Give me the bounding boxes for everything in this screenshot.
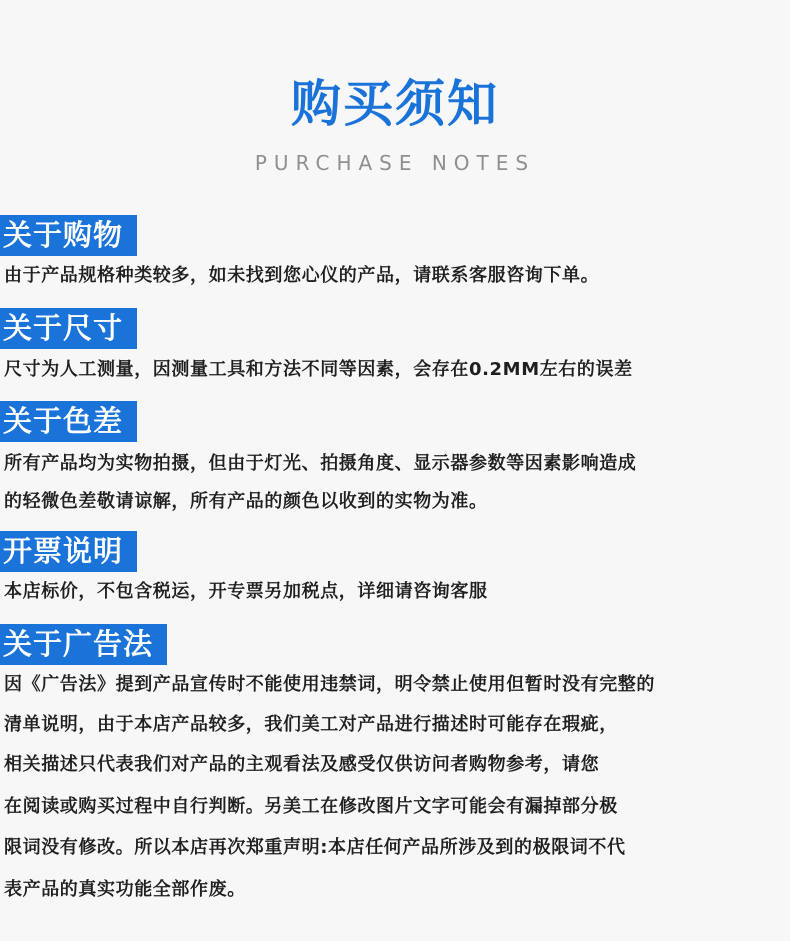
section-text-ad-law-line-1: 因《广告法》提到产品宣传时不能使用违禁词，明令禁止使用但暂时没有完整的 (4, 674, 655, 695)
section-text-ad-law-line-6: 表产品的真实功能全部作废。 (4, 879, 246, 900)
section-text-ad-law-line-4: 在阅读或购买过程中自行判断。另美工在修改图片文字可能会有漏掉部分极 (4, 796, 618, 817)
section-heading-invoice: 开票说明 (0, 531, 137, 572)
section-text-ad-law-line-2: 清单说明，由于本店产品较多，我们美工对产品进行描述时可能存在瑕疵， (4, 714, 618, 735)
section-text-ad-law-line-5: 限词没有修改。所以本店再次郑重声明:本店任何产品所涉及到的极限词不代 (4, 837, 626, 858)
section-text-color-line-2: 的轻微色差敬请谅解，所有产品的颜色以收到的实物为准。 (4, 491, 488, 512)
section-text-shopping-line-1: 由于产品规格种类较多，如未找到您心仪的产品，请联系客服咨询下单。 (4, 265, 600, 286)
section-heading-shopping: 关于购物 (0, 215, 137, 256)
section-text-color-line-1: 所有产品均为实物拍摄，但由于灯光、拍摄角度、显示器参数等因素影响造成 (4, 453, 637, 474)
section-heading-ad-law: 关于广告法 (0, 624, 167, 665)
page-subtitle: PURCHASE NOTES (254, 151, 536, 175)
section-text-ad-law-line-3: 相关描述只代表我们对产品的主观看法及感受仅供访问者购物参考，请您 (4, 754, 600, 775)
section-heading-color: 关于色差 (0, 401, 137, 442)
page-title: 购买须知 (291, 75, 499, 133)
section-text-invoice-line-1: 本店标价，不包含税运，开专票另加税点，详细请咨询客服 (4, 581, 488, 602)
section-heading-size: 关于尺寸 (0, 308, 137, 349)
page-header (0, 72, 790, 176)
section-text-size-line-1: 尺寸为人工测量，因测量工具和方法不同等因素，会存在0.2MM左右的误差 (4, 359, 633, 380)
